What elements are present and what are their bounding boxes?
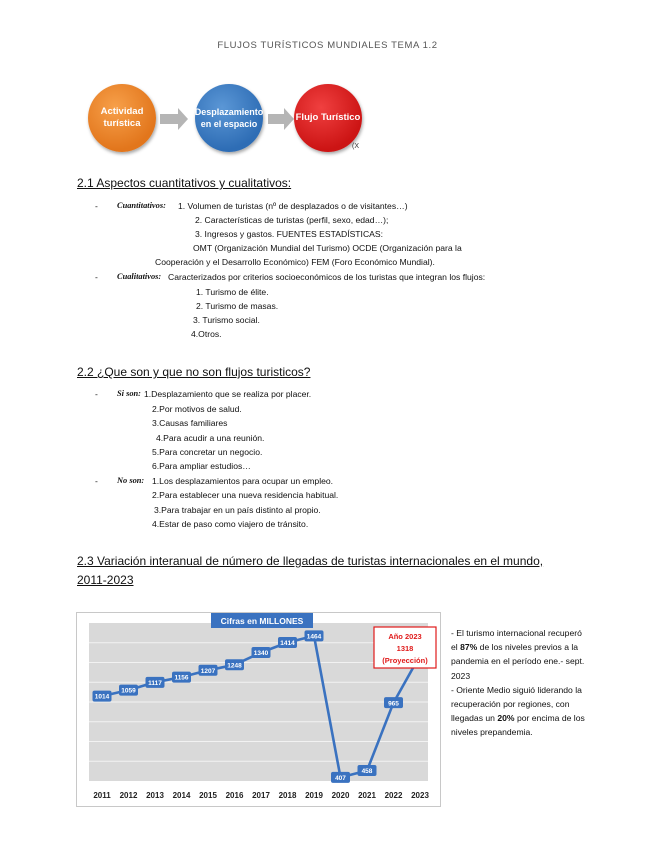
si-son-item: 1.Desplazamiento que se realiza por placer. [144, 389, 312, 399]
data-label: 458 [361, 768, 373, 776]
no-son-item: 2.Para establecer una nueva residencia habitual. [152, 490, 339, 500]
no-son-label: No son: [117, 476, 145, 485]
cualitativos-item: 2. Turismo de masas. [196, 301, 279, 311]
data-label: 1207 [200, 667, 216, 675]
section-title-2-3-cont: 2011-2023 [77, 573, 134, 587]
no-son-item: 4.Estar de paso como viajero de tránsito. [152, 519, 309, 529]
side-note-text: de los niveles previos a la pandemia en el período ene.- sept. 2023 [451, 642, 585, 681]
flow-node-flujo: Flujo Turístico [294, 84, 362, 152]
flow-node-desplazamiento: Desplazamiento en el espacio [195, 84, 263, 152]
side-note-2 [451, 683, 586, 740]
x-tick-label: 2021 [358, 791, 376, 800]
data-label: 1414 [280, 640, 295, 648]
si-son-item: 6.Para ampliar estudios… [152, 461, 251, 471]
si-son-item: 4.Para acudir a una reunión. [156, 433, 265, 443]
bullet-dash: - [95, 272, 98, 282]
data-label: 1340 [253, 650, 269, 658]
cuantitativos-line: 3. Ingresos y gastos. FUENTES ESTADÍSTICAS: [195, 229, 384, 239]
x-tick-label: 2020 [331, 791, 350, 800]
data-label: 1014 [94, 693, 110, 701]
arrivals-chart [76, 612, 441, 807]
bullet-dash: - [95, 201, 98, 211]
side-note-text: por encima de los niveles prepandemia. [451, 713, 585, 738]
side-notes [451, 626, 586, 740]
x-tick-label: 2015 [199, 791, 217, 800]
x-tick-label: 2013 [146, 791, 164, 800]
side-note-highlight: 87% [460, 642, 478, 653]
x-tick-label: 2018 [278, 791, 297, 800]
chart-title: Cifras en MILLONES [220, 616, 304, 626]
si-son-item: 3.Causas familiares [152, 418, 228, 428]
annotation-text: (Proyección) [382, 656, 428, 665]
bullet-dash: - [95, 476, 98, 486]
data-label: 1464 [306, 633, 322, 641]
x-tick-label: 2017 [252, 791, 270, 800]
cualitativos-label: Cualitativos: [117, 272, 162, 281]
section-title-2-2: 2.2 ¿Que son y que no son flujos turisticos? [77, 365, 311, 379]
cualitativos-item: 4.Otros. [191, 329, 222, 339]
x-tick-label: 2019 [305, 791, 323, 800]
annotation-text: 1318 [396, 644, 414, 653]
side-note-highlight: 20% [497, 713, 515, 724]
cuantitativos-line: 2. Características de turistas (perfil, sexo, edad…); [195, 215, 389, 225]
cualitativos-intro: Caracterizados por criterios socioeconómicos de los turistas que integran los flujos: [168, 272, 486, 282]
section-title-2-1: 2.1 Aspectos cuantitativos y cualitativos: [77, 176, 292, 190]
x-tick-label: 2011 [93, 791, 111, 800]
side-note-text: - Oriente Medio siguió liderando la recuperación por regiones, con llegadas un [451, 684, 582, 724]
data-label: 407 [335, 774, 346, 782]
cualitativos-item: 3. Turismo social. [193, 315, 260, 325]
side-note-text: - El turismo internacional recuperó el [451, 628, 582, 653]
bullet-dash: - [95, 389, 98, 399]
si-son-item: 2.Por motivos de salud. [152, 404, 242, 414]
section-title-2-3: 2.3 Variación interanual de número de llegadas de turistas internacionales en el mundo, [77, 554, 544, 568]
page-header: FLUJOS TURÍSTICOS MUNDIALES TEMA 1.2 [217, 40, 438, 51]
x-tick-label: 2016 [225, 791, 244, 800]
cuantitativos-line: Cooperación y el Desarrollo Económico) FEM (Foro Económico Mundial). [155, 257, 435, 267]
no-son-item: 3.Para trabajar en un país distinto al propio. [154, 505, 321, 515]
side-note-1 [451, 626, 586, 683]
x-tick-label: 2022 [384, 791, 403, 800]
x-tick-label: 2012 [119, 791, 138, 800]
x-tick-label: 2023 [411, 791, 429, 800]
arrivals-chart-svg [77, 613, 440, 806]
annotation-text: Año 2023 [388, 632, 422, 641]
data-label: 965 [388, 700, 399, 708]
data-label: 1059 [121, 687, 136, 695]
si-son-label: Si son: [117, 389, 141, 398]
cuantitativos-line: 1. Volumen de turistas (nº de desplazados o de visitantes…) [178, 201, 408, 211]
flow-diagram [88, 80, 378, 160]
cuantitativos-label: Cuantitativos: [117, 201, 166, 210]
data-label: 1248 [227, 662, 242, 670]
cuantitativos-line: OMT (Organización Mundial del Turismo) OCDE (Organización para la [193, 243, 462, 253]
no-son-item: 1.Los desplazamientos para ocupar un empleo. [152, 476, 334, 486]
data-label: 1117 [148, 679, 162, 687]
flow-node-actividad: Actividad turística [88, 84, 156, 152]
cualitativos-item: 1. Turismo de élite. [196, 287, 269, 297]
si-son-item: 5.Para concretar un negocio. [152, 447, 263, 457]
x-tick-label: 2014 [172, 791, 191, 800]
flow-citation: (X [352, 143, 359, 150]
data-label: 1156 [174, 674, 189, 682]
